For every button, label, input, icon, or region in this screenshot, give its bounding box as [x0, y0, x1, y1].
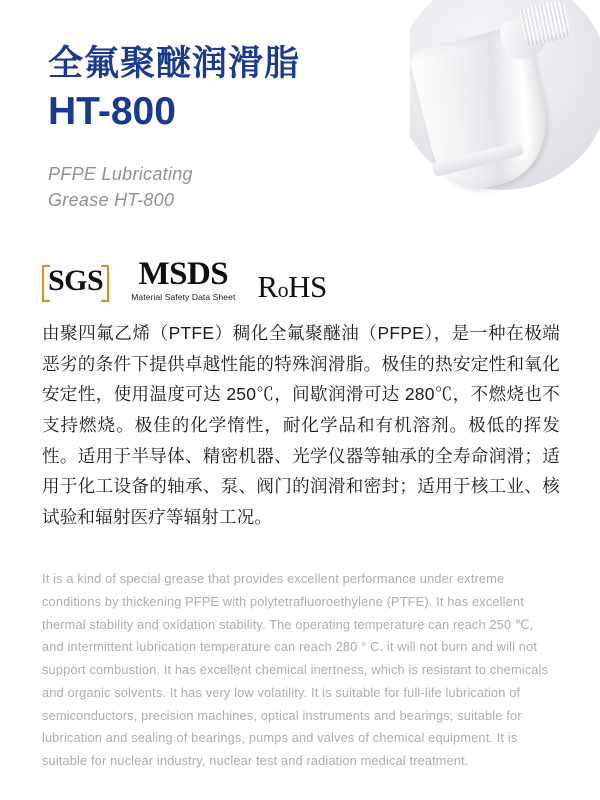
- sgs-logo: [42, 265, 109, 302]
- description-chinese: 由聚四氟乙烯（PTFE）稠化全氟聚醚油（PFPE），是一种在极端恶劣的条件下提供卓越性能的特殊润滑脂。极佳的热安定性和氧化安定性，使用温度可达 250℃，间歇润滑可达 280℃，不燃烧也不支持燃烧。极佳的化学惰性，耐化学品和有机溶剂。极低的挥发性。适用于半导体、精密机器、光学仪器等轴承的全寿命润滑；适用于化工设备的轴承、泵、阀门的润滑和密封；适用于核工业、核试验和辐射医疗等辐射工况。: [42, 323, 560, 527]
- sgs-bracket-left-icon: [42, 265, 50, 302]
- rohs-logo: [257, 268, 327, 304]
- subtitle-line-1: PFPE Lubricating: [48, 164, 193, 185]
- product-code: HT-800: [48, 89, 176, 133]
- rohs-text-r: R: [257, 268, 278, 304]
- hero-section: [0, 0, 600, 250]
- rohs-text-o: o: [277, 276, 289, 302]
- msds-logo: [131, 258, 235, 302]
- rohs-text-hs: HS: [288, 268, 327, 304]
- page-title-chinese: 全氟聚醚润滑脂: [48, 44, 301, 83]
- msds-logo-subtitle: Material Safety Data Sheet: [131, 292, 236, 302]
- subtitle-line-2: Grease HT-800: [48, 190, 175, 211]
- msds-logo-text: MSDS: [138, 256, 229, 292]
- sgs-bracket-right-icon: [101, 265, 109, 302]
- sgs-logo-text: SGS: [48, 263, 104, 297]
- subtitle-english: [48, 161, 300, 213]
- title-block: [48, 44, 300, 214]
- certification-logos: [42, 258, 327, 302]
- product-photo: [410, 0, 600, 215]
- description-english: It is a kind of special grease that provides excellent performance under extreme conditions by thickening PFPE with polytetrafluoroethylene (PTFE). It has excellent thermal stability and oxidation stability. The operating temperature can reach 250 ℃, and intermittent lubrication temperature can reach 280 ° C. it will not burn and will not support combustion. It has excellent chemical inertness, which is resistant to chemicals and organic solvents. It has very low volatility. It is suitable for full-life lubrication of semiconductors, precision machines, optical instruments and bearings; suitable for lubrication and sealing of bearings, pumps and valves of chemical equipment. It is suitable for nuclear industry, nuclear test and radiation medical treatment.: [42, 571, 549, 769]
